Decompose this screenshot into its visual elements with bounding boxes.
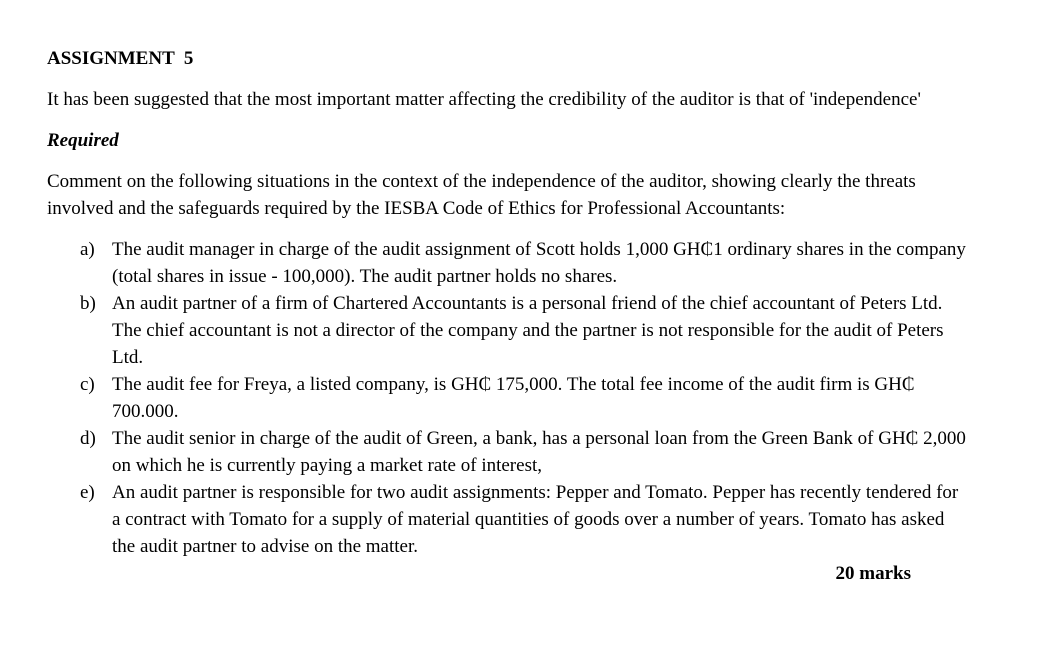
question-letter: a) <box>80 239 95 260</box>
question-text: An audit partner is responsible for two audit assignments: Pepper and Tomato. Pepper has recently tendered for a contract with Tomato for a supply of material quantities of goods over a number of years. Tomato has asked the audit partner to advise on the matter. <box>112 482 959 557</box>
question-item-c <box>47 371 967 425</box>
question-letter: b) <box>80 293 96 314</box>
required-label: Required <box>47 130 119 151</box>
question-item-b <box>47 290 967 371</box>
assignment-document <box>47 45 967 587</box>
question-letter: c) <box>80 374 95 395</box>
intro-paragraph: It has been suggested that the most important matter affecting the credibility of the auditor is that of 'independence' <box>47 89 921 110</box>
question-text: The audit senior in charge of the audit of Green, a bank, has a personal loan from the Green Bank of GH₵ 2,000 on which he is currently paying a market rate of interest, <box>112 428 966 476</box>
assignment-title: ASSIGNMENT 5 <box>47 48 194 69</box>
question-letter: e) <box>80 482 95 503</box>
question-item-e <box>47 479 967 560</box>
question-letter: d) <box>80 428 96 449</box>
question-item-a <box>47 236 967 290</box>
question-text: The audit fee for Freya, a listed company, is GH₵ 175,000. The total fee income of the audit firm is GH₵ 700.000. <box>112 374 915 422</box>
instruction-paragraph: Comment on the following situations in the context of the independence of the auditor, showing clearly the threats involved and the safeguards required by the IESBA Code of Ethics for Professional Accountants: <box>47 171 916 219</box>
question-item-d <box>47 425 967 479</box>
question-text: The audit manager in charge of the audit assignment of Scott holds 1,000 GH₵1 ordinary shares in the company (total shares in issue - 100,000). The audit partner holds no shares. <box>112 239 966 287</box>
question-list <box>47 236 967 560</box>
question-text: An audit partner of a firm of Chartered Accountants is a personal friend of the chief accountant of Peters Ltd. The chief accountant is not a director of the company and the partner is not responsible for the audit of Peters Ltd. <box>112 293 944 368</box>
marks-label: 20 marks <box>835 563 911 584</box>
